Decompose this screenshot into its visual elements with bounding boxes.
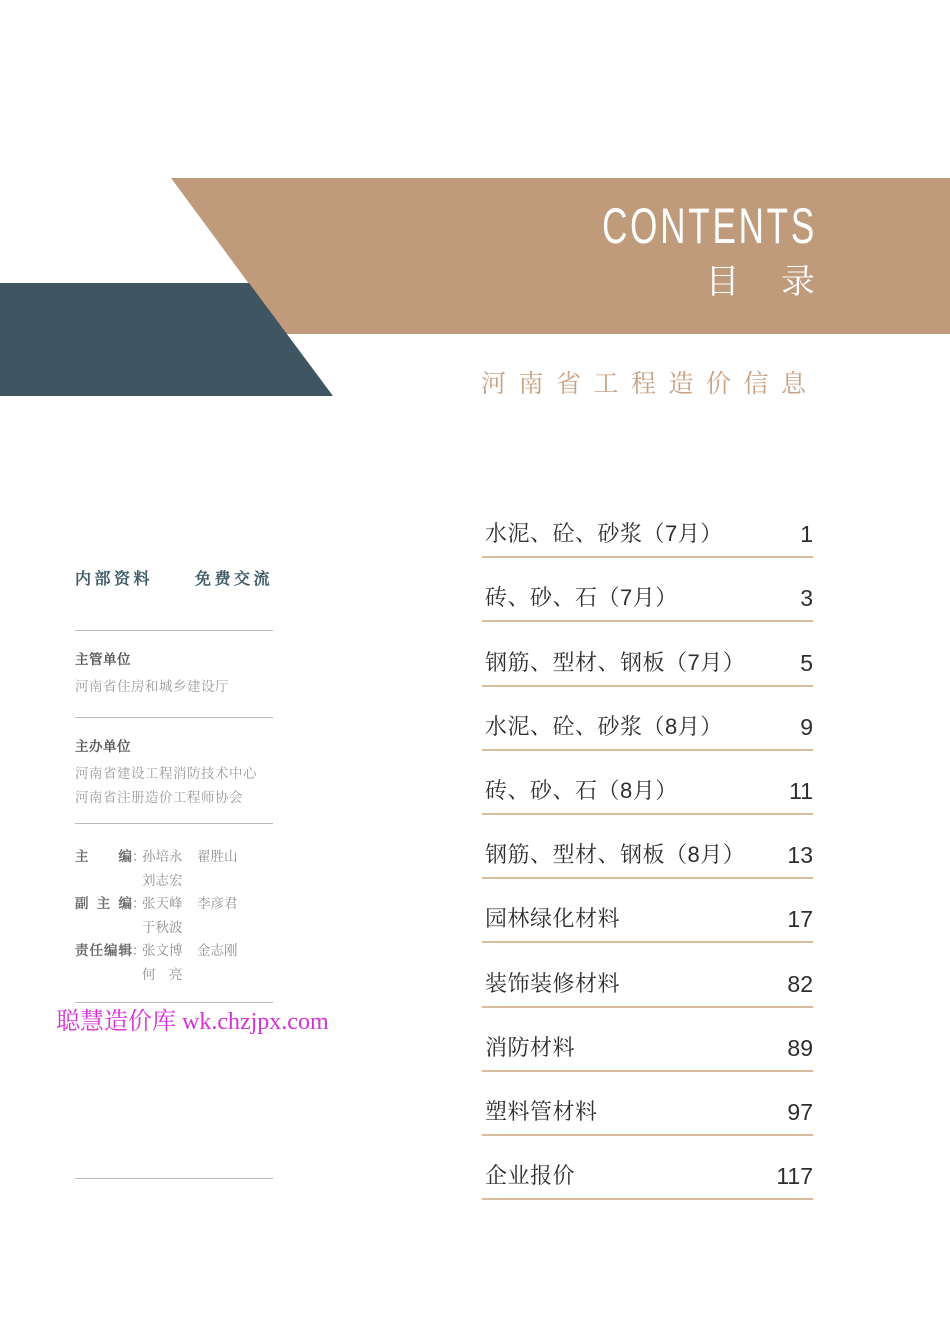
toc-entry-title: 钢筋、型材、钢板（7月） [485, 649, 746, 675]
section-line: 河南省建设工程消防技术中心 [75, 766, 257, 781]
toc-entry-title: 装饰装修材料 [485, 970, 621, 996]
contents-title-en [510, 198, 817, 254]
section-label: 主办单位 [75, 739, 131, 754]
divider [75, 717, 273, 718]
toc-entry-title: 消防材料 [485, 1034, 576, 1060]
editor-name: 翟胜山 [197, 849, 238, 864]
toc-entry [482, 1072, 813, 1136]
toc-entry [482, 1136, 813, 1200]
toc-entry-page: 11 [789, 777, 813, 804]
editor-role-label: 主编 [75, 849, 132, 864]
toc-entry-title: 砖、砂、石（8月） [485, 777, 678, 803]
toc-entry-page: 3 [800, 585, 813, 612]
toc-entry [482, 879, 813, 943]
editor-role-label: 责任编辑 [75, 943, 132, 958]
editor-name: 张天峰 [142, 896, 183, 911]
toc-entry-title: 水泥、砼、砂浆（7月） [485, 521, 723, 547]
divider [75, 823, 273, 824]
editor-row [75, 845, 273, 869]
section-label: 主管单位 [75, 652, 131, 667]
editor-role-label: 副主编 [75, 896, 132, 911]
editor-row [75, 939, 273, 963]
toc-entry-page: 9 [800, 713, 813, 740]
editor-name: 孙培永 [142, 849, 183, 864]
toc-entry-page: 5 [800, 649, 813, 676]
toc-entry-title: 钢筋、型材、钢板（8月） [485, 842, 746, 868]
editor-row [75, 963, 273, 987]
toc-entry [482, 687, 813, 751]
editor-name: 于秋波 [142, 919, 183, 935]
toc-entry-page: 1 [800, 521, 813, 548]
editor-name: 刘志宏 [142, 872, 183, 888]
editor-colon: ： [132, 896, 146, 911]
toc-entry-title: 水泥、砼、砂浆（8月） [485, 713, 723, 739]
toc-entry-page: 89 [787, 1034, 813, 1061]
toc-entry-title: 砖、砂、石（7月） [485, 585, 678, 611]
banner-subtitle: 河南省工程造价信息 [481, 370, 819, 398]
notice-right-text: 免费交流 [194, 571, 273, 588]
editor-colon: ： [132, 943, 146, 958]
editor-name: 张文博 [142, 943, 183, 958]
section-supervisor [75, 651, 273, 699]
divider [75, 1178, 273, 1179]
notice-left-text: 内部资料 [75, 571, 154, 588]
editor-row [75, 869, 273, 893]
section-organizer [75, 738, 273, 810]
editors-block [75, 845, 273, 986]
divider [75, 1002, 273, 1003]
notice-header [75, 566, 273, 589]
toc-entry [482, 494, 813, 558]
toc-entry-title: 企业报价 [485, 1163, 576, 1189]
editor-row [75, 892, 273, 916]
toc-entry [482, 815, 813, 879]
watermark-text: 聪慧造价库 wk.chzjpx.com [56, 1009, 329, 1035]
toc-entry-page: 97 [787, 1098, 813, 1125]
toc-entry [482, 751, 813, 815]
section-line: 河南省住房和城乡建设厅 [75, 679, 229, 694]
toc-entry-title: 塑料管材料 [485, 1098, 598, 1124]
editor-colon: ： [132, 849, 146, 864]
editor-name: 何 亮 [142, 966, 183, 982]
section-line: 河南省注册造价工程师协会 [75, 790, 243, 805]
editor-name: 金志刚 [197, 943, 238, 958]
toc-list [482, 494, 813, 1200]
toc-entry [482, 622, 813, 686]
divider [75, 630, 273, 631]
toc-entry-page: 17 [787, 906, 813, 933]
contents-title-zh: 目 录 [705, 263, 831, 301]
contents-title-en-text: CONTENTS [602, 198, 817, 254]
toc-entry [482, 943, 813, 1007]
editor-row [75, 916, 273, 940]
toc-entry-page: 13 [787, 842, 813, 869]
toc-entry-page: 117 [776, 1163, 813, 1190]
editor-name: 李彦君 [197, 896, 238, 911]
toc-entry-page: 82 [787, 970, 813, 997]
toc-entry [482, 558, 813, 622]
toc-entry [482, 1008, 813, 1072]
toc-entry-title: 园林绿化材料 [485, 906, 621, 932]
